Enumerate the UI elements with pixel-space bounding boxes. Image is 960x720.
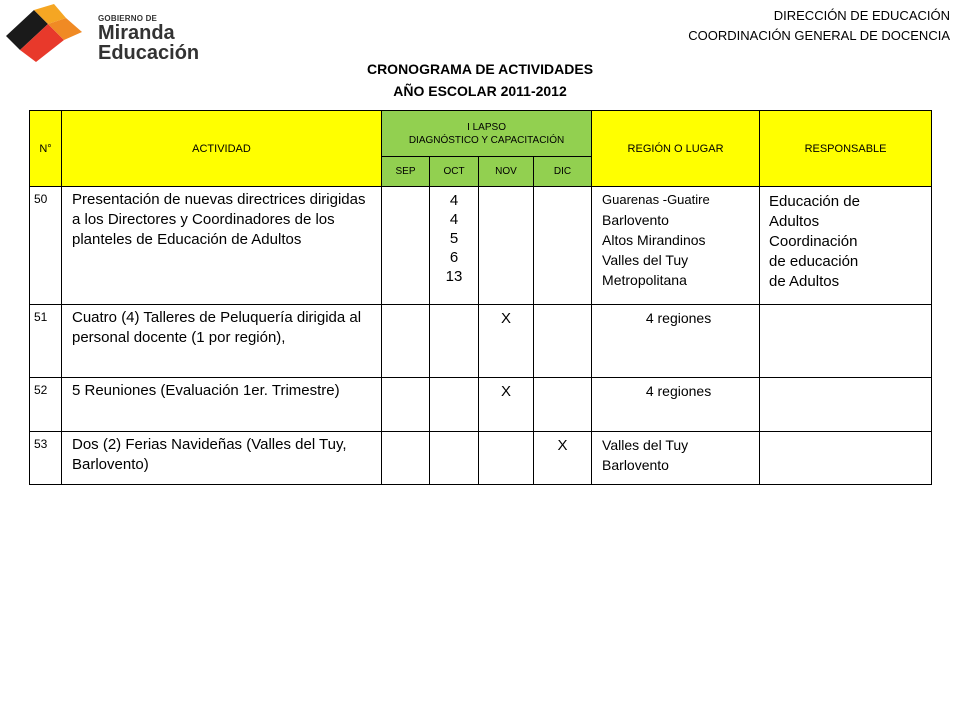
row-oct <box>430 378 479 432</box>
oct-value: 6 <box>449 249 459 266</box>
header-month-sep: SEP <box>382 157 430 187</box>
row-dic <box>534 187 592 305</box>
row-activity: 5 Reuniones (Evaluación 1er. Trimestre) <box>62 378 382 432</box>
miranda-logo <box>4 2 204 64</box>
row-dic <box>534 305 592 378</box>
header-month-dic: DIC <box>534 157 592 187</box>
region-line: Valles del Tuy <box>602 437 689 453</box>
header-num: N° <box>30 111 62 187</box>
oct-value: 13 <box>445 268 463 285</box>
row-dic <box>534 378 592 432</box>
row-num: 53 <box>30 432 62 485</box>
row-activity: Presentación de nuevas directrices dirigidas a los Directores y Coordinadores de los planteles de Educación de Adultos <box>62 187 382 305</box>
row-activity: Cuatro (4) Talleres de Peluquería dirigida al personal docente (1 por región), <box>62 305 382 378</box>
page-subtitle: AÑO ESCOLAR 2011-2012 <box>393 83 567 99</box>
region-line: Barlovento <box>602 212 669 228</box>
row-num: 52 <box>30 378 62 432</box>
oct-value: 4 <box>449 192 459 209</box>
logo-line3: Educación <box>98 42 200 64</box>
header-month-nov: NOV <box>479 157 534 187</box>
header-lapso-line1: I LAPSO <box>467 121 506 133</box>
row-nov <box>479 432 534 485</box>
row-region: 4 regiones <box>592 378 760 432</box>
row-responsible <box>760 187 932 305</box>
row-sep <box>382 187 430 305</box>
miranda-logo-mark-icon <box>4 2 94 64</box>
row-responsible <box>760 305 932 378</box>
row-nov <box>479 187 534 305</box>
row-nov: X <box>479 378 534 432</box>
org-line2: COORDINACIÓN GENERAL DE DOCENCIA <box>688 28 950 43</box>
table-row <box>30 187 932 305</box>
row-oct <box>430 187 479 305</box>
table-row <box>30 305 932 378</box>
region-line: Valles del Tuy <box>602 252 689 268</box>
row-sep <box>382 378 430 432</box>
responsible-line: Educación de <box>769 193 860 210</box>
header-month-oct: OCT <box>430 157 479 187</box>
responsible-line: Adultos <box>769 213 820 230</box>
region-line: Metropolitana <box>602 272 687 288</box>
page-title: CRONOGRAMA DE ACTIVIDADES <box>366 61 594 77</box>
row-num: 51 <box>30 305 62 378</box>
header-responsible: RESPONSABLE <box>760 111 932 187</box>
schedule-table <box>29 110 932 485</box>
row-region <box>592 432 760 485</box>
responsible-line: de educación <box>769 253 859 270</box>
oct-value: 4 <box>449 211 459 228</box>
row-nov: X <box>479 305 534 378</box>
row-sep <box>382 432 430 485</box>
region-line: Altos Mirandinos <box>602 232 706 248</box>
header-lapso-line2: DIAGNÓSTICO Y CAPACITACIÓN <box>408 134 565 146</box>
logo-line2: Miranda <box>98 22 175 44</box>
region-line: Barlovento <box>602 457 669 473</box>
row-sep <box>382 305 430 378</box>
row-dic: X <box>534 432 592 485</box>
responsible-line: de Adultos <box>769 273 840 290</box>
header-lapso <box>382 111 592 157</box>
oct-value: 5 <box>449 230 459 247</box>
table-row <box>30 378 932 432</box>
org-header <box>688 6 950 46</box>
row-region <box>592 187 760 305</box>
row-activity: Dos (2) Ferias Navideñas (Valles del Tuy, Barlovento) <box>62 432 382 485</box>
row-oct <box>430 305 479 378</box>
region-line: Guarenas -Guatire <box>602 192 710 207</box>
table-row <box>30 432 932 485</box>
header-activity: ACTIVIDAD <box>62 111 382 187</box>
row-responsible <box>760 432 932 485</box>
header-row-1 <box>30 111 932 157</box>
row-num: 50 <box>30 187 62 305</box>
responsible-line: Coordinación <box>769 233 858 250</box>
logo-line1: GOBIERNO DE <box>98 14 158 23</box>
row-oct <box>430 432 479 485</box>
org-line1: DIRECCIÓN DE EDUCACIÓN <box>773 8 950 23</box>
header-region: REGIÓN O LUGAR <box>592 111 760 187</box>
row-responsible <box>760 378 932 432</box>
row-region: 4 regiones <box>592 305 760 378</box>
